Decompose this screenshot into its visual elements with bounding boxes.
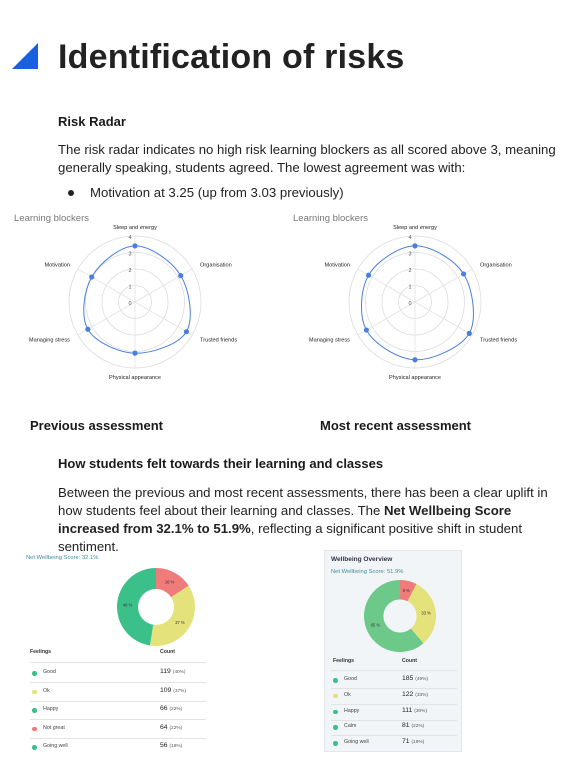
radar-point	[178, 273, 183, 278]
feeling-dot-icon	[333, 741, 338, 746]
radar-axis-label: Organisation	[200, 262, 232, 269]
feeling-percent: (19%)	[411, 740, 425, 746]
feeling-dot-icon	[32, 690, 37, 695]
radar-axis-label: Managing stress	[28, 337, 70, 344]
donut-slice-label: 37 %	[175, 619, 185, 625]
feeling-count: 56 (19%)	[160, 742, 183, 749]
col-count-previous: Count	[160, 649, 175, 655]
net-wellbeing-score-previous: Net Wellbeing Score: 32.1%	[26, 555, 99, 561]
feelings-text-bold: Net Wellbeing Score increased from 32.1% to 51.9%	[58, 503, 512, 536]
radar-axis-label: Physical appearance	[389, 375, 441, 382]
radar-tick-label: 0	[408, 301, 412, 307]
feelings-text-2: , reflecting a significant positive shift in student sentiment.	[58, 521, 523, 554]
feeling-dot-icon	[333, 725, 338, 730]
radar-point	[89, 274, 94, 279]
radar-axis-label: Motivation	[44, 262, 70, 269]
radar-previous-title: Learning blockers	[14, 213, 89, 224]
net-wellbeing-score-recent: Net Wellbeing Score: 51.9%	[331, 569, 404, 575]
row-divider	[331, 735, 457, 736]
table-row	[30, 687, 206, 697]
motivation-bullet	[68, 185, 344, 200]
feeling-percent: (22%)	[169, 725, 183, 731]
feeling-dot-icon	[32, 708, 37, 713]
radar-tick-label: 3	[128, 251, 132, 258]
wellbeing-panel-previous	[26, 552, 212, 752]
feeling-name: Good	[344, 676, 357, 682]
radar-axis-label: Sleep and energy	[113, 224, 157, 231]
table-row	[30, 742, 206, 752]
table-row	[30, 668, 206, 678]
risk-radar-heading: Risk Radar	[58, 114, 126, 129]
feeling-count: 109 (37%)	[160, 686, 187, 694]
table-row	[331, 738, 457, 748]
radar-point	[132, 351, 137, 356]
header-divider	[30, 662, 206, 663]
feeling-name: Ok	[344, 691, 351, 698]
radar-point	[85, 327, 90, 332]
feeling-count: 122 (33%)	[402, 690, 429, 698]
row-divider	[30, 738, 206, 739]
radar-point	[366, 273, 371, 278]
feeling-dot-icon	[333, 710, 338, 715]
feeling-count: 81 (22%)	[402, 722, 425, 730]
row-divider	[30, 701, 206, 702]
donut-slice-label: 48 %	[122, 602, 133, 608]
feeling-count: 71 (19%)	[402, 738, 425, 746]
donut-slice-label: 65 %	[370, 622, 381, 628]
radar-point	[412, 243, 417, 248]
table-row	[30, 705, 206, 715]
radar-tick-label: 1	[408, 284, 412, 291]
row-divider	[331, 688, 457, 689]
title-triangle-icon	[12, 43, 38, 69]
radar-chart-previous	[0, 210, 280, 405]
radar-tick-label: 1	[128, 284, 132, 291]
radar-chart-recent	[280, 210, 560, 405]
feeling-percent: (19%)	[169, 744, 183, 749]
row-divider	[331, 704, 457, 705]
feeling-name: Going well	[344, 739, 369, 746]
feeling-percent: (30%)	[414, 708, 428, 714]
feeling-name: Ok	[43, 687, 50, 694]
caption-recent: Most recent assessment	[320, 418, 472, 433]
radar-tick-label: 0	[128, 301, 132, 307]
feeling-percent: (33%)	[415, 692, 429, 698]
feeling-percent: (49%)	[415, 677, 429, 682]
table-row	[30, 724, 206, 734]
radar-point	[461, 271, 466, 276]
radar-tick-label: 4	[408, 235, 412, 241]
feeling-percent: (22%)	[169, 707, 183, 712]
feeling-count: 119 (40%)	[160, 668, 186, 675]
wellbeing-panel-recent	[324, 550, 462, 752]
bullet-text: Motivation at 3.25 (up from 3.03 previously)	[90, 185, 344, 200]
donut-slice-label: 33 %	[421, 610, 431, 616]
radar-axis-label: Motivation	[324, 262, 350, 269]
table-row	[331, 722, 457, 732]
radar-axis-label: Trusted friends	[200, 337, 238, 344]
radar-tick-label: 2	[408, 268, 412, 274]
feeling-count: 64 (22%)	[160, 723, 183, 731]
feeling-percent: (22%)	[411, 724, 425, 730]
table-row	[331, 675, 457, 685]
radar-spoke	[78, 269, 135, 302]
donut-slice-label: 8 %	[402, 587, 410, 593]
feeling-name: Happy	[344, 707, 360, 714]
radar-point	[132, 243, 137, 248]
radar-recent-title: Learning blockers	[293, 213, 368, 224]
feeling-percent: (40%)	[172, 670, 186, 675]
feeling-dot-icon	[32, 727, 37, 732]
feelings-paragraph	[58, 484, 558, 556]
feeling-dot-icon	[32, 745, 37, 750]
radar-point	[364, 327, 369, 332]
radar-point	[467, 331, 472, 336]
radar-axis-label: Organisation	[480, 262, 512, 269]
row-divider	[30, 682, 206, 683]
radar-axis-label: Physical appearance	[109, 375, 161, 382]
table-row	[331, 691, 457, 701]
bullet-dot-icon	[68, 190, 74, 196]
caption-previous: Previous assessment	[30, 418, 163, 433]
radar-spoke	[135, 302, 192, 335]
feelings-heading: How students felt towards their learning and classes	[58, 456, 384, 471]
feeling-name: Happy	[43, 706, 59, 712]
donut-slice-label: 16 %	[164, 579, 175, 585]
radar-spoke	[415, 302, 472, 335]
feeling-dot-icon	[32, 671, 37, 676]
radar-axis-label: Managing stress	[308, 337, 350, 344]
col-count-recent: Count	[402, 658, 417, 664]
header-divider	[331, 670, 457, 671]
feeling-count: 185 (49%)	[402, 675, 429, 682]
feelings-text-1: Between the previous and most recent assessments, there has been a clear uplift in how students feel about their learning and classes. The	[58, 485, 548, 518]
feeling-percent: (37%)	[173, 688, 187, 694]
feeling-name: Good	[43, 669, 56, 675]
feeling-dot-icon	[333, 694, 338, 699]
col-feelings-recent: Feelings	[333, 658, 355, 664]
feeling-name: Calm	[344, 723, 357, 730]
radar-axis-label: Sleep and energy	[393, 224, 437, 231]
radar-tick-label: 2	[128, 268, 132, 274]
col-feelings-previous: Feelings	[30, 649, 52, 655]
radar-point	[184, 329, 189, 334]
row-divider	[331, 720, 457, 721]
feeling-name: Not great	[43, 724, 65, 731]
donut-chart-recent	[363, 579, 437, 653]
risk-radar-paragraph: The risk radar indicates no high risk learning blockers as all scored above 3, meaning generally speaking, students agreed. The lowest agreement was with:	[58, 142, 556, 175]
radar-spoke	[135, 269, 192, 302]
radar-series-line	[361, 246, 473, 360]
page-title: Identification of risks	[58, 38, 405, 76]
table-row	[331, 707, 457, 717]
feeling-dot-icon	[333, 678, 338, 683]
radar-point	[412, 357, 417, 362]
row-divider	[30, 719, 206, 720]
feeling-count: 66 (22%)	[160, 705, 183, 712]
donut-chart-previous	[116, 567, 196, 647]
wellbeing-overview-title: Wellbeing Overview	[331, 556, 393, 563]
feeling-name: Going well	[43, 743, 68, 749]
radar-axis-label: Trusted friends	[480, 337, 518, 344]
radar-tick-label: 3	[408, 251, 412, 258]
radar-tick-label: 4	[128, 235, 132, 241]
feeling-count: 111 (30%)	[402, 706, 428, 714]
